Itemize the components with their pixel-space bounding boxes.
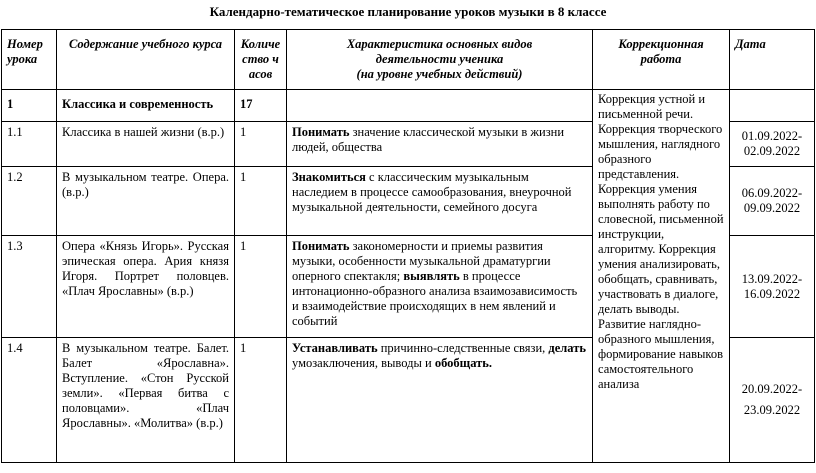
date-end: 23.09.2022 xyxy=(743,403,801,417)
row-characteristics xyxy=(287,122,593,167)
date-start: 13.09.2022- xyxy=(741,271,803,286)
action-verb: Понимать xyxy=(292,125,350,139)
header-date: Дата xyxy=(730,30,815,90)
header-characteristics xyxy=(287,30,593,90)
header-char-line1: Характеристика основных видов xyxy=(346,37,533,51)
correction-cell: Коррекция устной и письменной речи. Коррекция творческого мышления, наглядного образного представления. Коррекция умения выполнять работу по словесной, письменной инструкции, алгоритму. Коррекция умения анализировать, обобщать, сравнивать, участвовать в диалоге, делать выводы. Развитие наглядно-образного мышления, формирование навыков самостоятельного анализа xyxy=(593,90,730,463)
action-text: с классическим музыкальным наследием в процессе самообразования, внеурочной музыкальной деятельности, семейного досуга xyxy=(292,170,572,214)
row-hours: 1 xyxy=(235,338,287,463)
action-verb: Устанавливать xyxy=(292,341,378,355)
row-characteristics xyxy=(287,338,593,463)
header-char-line2: деятельности ученика xyxy=(375,52,504,66)
action-text: в процессе интонационно-образного анализа взаимозависимость и взаимодействие происходящих в нем явлений и событий xyxy=(292,269,578,328)
row-hours: 1 xyxy=(235,122,287,167)
row-num: 1.3 xyxy=(2,236,57,338)
action-verb: Знакомиться xyxy=(292,170,366,184)
row-num: 1.4 xyxy=(2,338,57,463)
action-verb: выявлять xyxy=(403,269,460,283)
section-num: 1 xyxy=(2,90,57,122)
section-char-empty xyxy=(287,90,593,122)
date-start: 01.09.2022- xyxy=(741,129,803,143)
action-verb: обобщать. xyxy=(434,356,493,370)
page-title: Календарно-тематическое планирование уроков музыки в 8 классе xyxy=(209,4,607,19)
action-text: закономерности и приемы развития музыки, особенности музыкальной драматургии оперного спектакля; xyxy=(292,239,551,283)
action-text: причинно-следственные связи, xyxy=(377,341,549,355)
row-characteristics xyxy=(287,167,593,236)
date-end: 02.09.2022 xyxy=(743,144,801,158)
header-hours: Количество часов xyxy=(235,30,287,90)
row-date xyxy=(730,122,815,167)
schedule-table xyxy=(1,29,815,463)
action-verb: Понимать xyxy=(292,239,350,253)
row-date xyxy=(730,338,815,463)
date-end: 09.09.2022 xyxy=(743,201,801,215)
section-title: Классика и современность xyxy=(57,90,235,122)
header-char-line3: (на уровне учебных действий) xyxy=(356,67,523,81)
row-date xyxy=(730,167,815,236)
date-start: 06.09.2022- xyxy=(741,186,803,200)
row-content: Классика в нашей жизни (в.р.) xyxy=(57,122,235,167)
header-correction: Коррекционная работа xyxy=(593,30,730,90)
header-num: Номер урока xyxy=(2,30,57,90)
section-date-empty xyxy=(730,90,815,122)
header-row xyxy=(2,30,815,90)
section-hours: 17 xyxy=(235,90,287,122)
date-start: 20.09.2022- xyxy=(741,382,803,396)
section-row xyxy=(2,90,815,122)
row-num: 1.1 xyxy=(2,122,57,167)
row-hours: 1 xyxy=(235,167,287,236)
action-text: значение классической музыки в жизни людей, общества xyxy=(292,125,565,154)
header-content: Содержание учебного курса xyxy=(57,30,235,90)
row-num: 1.2 xyxy=(2,167,57,236)
row-content: Опера «Князь Игорь». Русская эпическая опера. Ария князя Игоря. Портрет половцев. «Плач Ярославны» (в.р.) xyxy=(57,236,235,338)
action-verb: делать xyxy=(548,341,586,355)
row-content: В музыкальном театре. Опера. (в.р.) xyxy=(57,167,235,236)
row-content: В музыкальном театре. Балет. Балет «Ярославна». Вступление. «Стон Русской земли». «Первая битва с половцами». «Плач Ярославны». «Молитва» (в.р.) xyxy=(57,338,235,463)
row-date xyxy=(730,236,815,338)
row-hours: 1 xyxy=(235,236,287,338)
date-end: 16.09.2022 xyxy=(743,286,801,301)
row-characteristics xyxy=(287,236,593,338)
action-text: умозаключения, выводы и xyxy=(292,356,435,370)
